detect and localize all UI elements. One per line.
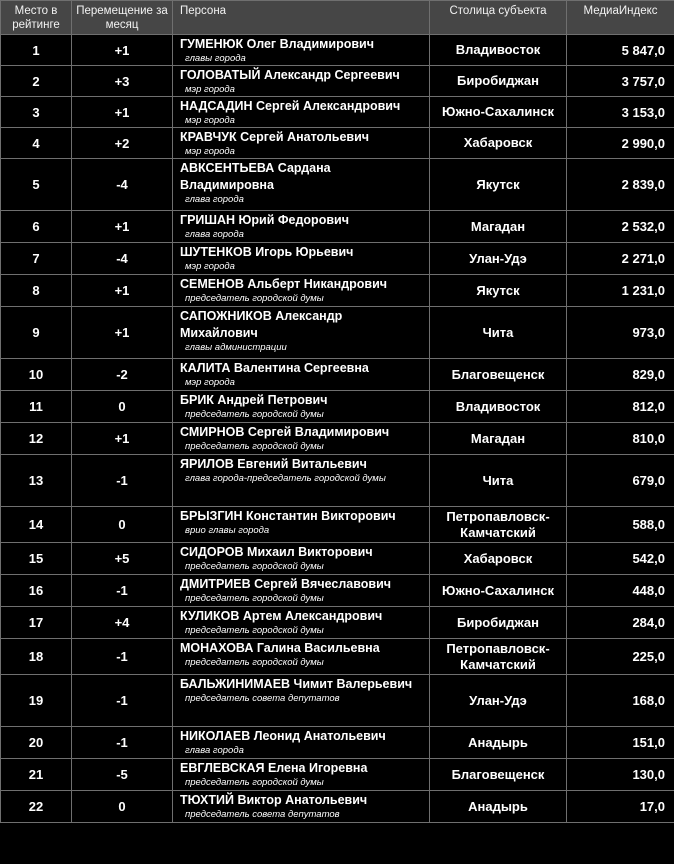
capital-cell: Якутск xyxy=(430,159,567,211)
person-name: СМИРНОВ Сергей Владимирович xyxy=(180,425,390,439)
media-index-cell: 588,0 xyxy=(567,507,674,543)
person-name: ГРИШАН Юрий Федорович xyxy=(180,213,349,227)
person-name: ЕВГЛЕВСКАЯ Елена Игоревна xyxy=(180,761,368,775)
person-name: БАЛЬЖИНИМАЕВ Чимит Валерьевич xyxy=(180,677,413,691)
table-row xyxy=(1,675,674,727)
media-index-cell: 3 153,0 xyxy=(567,97,674,128)
person-cell xyxy=(173,759,430,791)
move-cell: +1 xyxy=(72,35,173,66)
table-row xyxy=(1,159,674,211)
person-position: глава города xyxy=(185,745,244,756)
capital-cell: Чита xyxy=(430,307,567,359)
rank-cell: 4 xyxy=(1,128,72,159)
person-name: САПОЖНИКОВ Александр Михайлович xyxy=(180,309,343,340)
rank-cell: 11 xyxy=(1,391,72,423)
person-position: мэр города xyxy=(185,377,235,388)
person-cell xyxy=(173,97,430,128)
table-row xyxy=(1,727,674,759)
person-cell xyxy=(173,391,430,423)
move-cell: +2 xyxy=(72,128,173,159)
table-row xyxy=(1,275,674,307)
capital-cell: Южно-Сахалинск xyxy=(430,575,567,607)
header-person: Персона xyxy=(173,1,430,35)
person-name: ШУТЕНКОВ Игорь Юрьевич xyxy=(180,245,354,259)
table-row xyxy=(1,359,674,391)
rank-cell: 14 xyxy=(1,507,72,543)
move-cell: -1 xyxy=(72,575,173,607)
person-cell xyxy=(173,66,430,97)
person-position: председатель городской думы xyxy=(185,625,324,636)
person-position: врио главы города xyxy=(185,525,270,536)
capital-cell: Анадырь xyxy=(430,727,567,759)
move-cell: 0 xyxy=(72,507,173,543)
person-name: МОНАХОВА Галина Васильевна xyxy=(180,641,380,655)
move-cell: +1 xyxy=(72,423,173,455)
person-name: АВКСЕНТЬЕВА Сардана Владимировна xyxy=(180,161,331,192)
person-cell xyxy=(173,35,430,66)
media-index-cell: 829,0 xyxy=(567,359,674,391)
table-row xyxy=(1,66,674,97)
person-cell xyxy=(173,275,430,307)
media-index-cell: 3 757,0 xyxy=(567,66,674,97)
person-cell xyxy=(173,307,430,359)
person-name: ТЮХТИЙ Виктор Анатольевич xyxy=(180,793,368,807)
move-cell: +1 xyxy=(72,307,173,359)
person-name: ДМИТРИЕВ Сергей Вячеславович xyxy=(180,577,392,591)
person-position: председатель городской думы xyxy=(185,657,324,668)
person-cell xyxy=(173,455,430,507)
media-index-cell: 448,0 xyxy=(567,575,674,607)
rank-cell: 16 xyxy=(1,575,72,607)
table-row xyxy=(1,507,674,543)
move-cell: -1 xyxy=(72,675,173,727)
table-body xyxy=(1,35,674,823)
person-name: ГОЛОВАТЫЙ Александр Сергеевич xyxy=(180,68,400,82)
person-cell xyxy=(173,507,430,543)
person-position: глава города xyxy=(185,194,244,205)
table-row xyxy=(1,575,674,607)
person-cell xyxy=(173,575,430,607)
person-name: СИДОРОВ Михаил Викторович xyxy=(180,545,373,559)
media-index-cell: 17,0 xyxy=(567,791,674,823)
capital-cell: Южно-Сахалинск xyxy=(430,97,567,128)
capital-cell: Владивосток xyxy=(430,35,567,66)
table-row xyxy=(1,759,674,791)
rank-cell: 6 xyxy=(1,211,72,243)
header-index: МедиаИндекс xyxy=(567,1,674,35)
person-cell xyxy=(173,423,430,455)
person-position: председатель совета депутатов xyxy=(185,809,340,820)
capital-cell: Якутск xyxy=(430,275,567,307)
capital-cell: Улан-Удэ xyxy=(430,675,567,727)
move-cell: +1 xyxy=(72,97,173,128)
rank-cell: 3 xyxy=(1,97,72,128)
media-index-cell: 973,0 xyxy=(567,307,674,359)
table-row xyxy=(1,391,674,423)
capital-cell: Улан-Удэ xyxy=(430,243,567,275)
person-cell xyxy=(173,211,430,243)
media-index-cell: 2 532,0 xyxy=(567,211,674,243)
capital-cell: Петропавловск-Камчатский xyxy=(430,639,567,675)
person-position: мэр города xyxy=(185,261,235,272)
capital-cell: Биробиджан xyxy=(430,607,567,639)
table-row xyxy=(1,639,674,675)
person-name: ЯРИЛОВ Евгений Витальевич xyxy=(180,457,367,471)
rank-cell: 5 xyxy=(1,159,72,211)
person-cell xyxy=(173,791,430,823)
capital-cell: Хабаровск xyxy=(430,543,567,575)
capital-cell: Биробиджан xyxy=(430,66,567,97)
rank-cell: 22 xyxy=(1,791,72,823)
move-cell: +1 xyxy=(72,275,173,307)
person-position: председатель городской думы xyxy=(185,293,324,304)
move-cell: -1 xyxy=(72,727,173,759)
media-index-cell: 151,0 xyxy=(567,727,674,759)
move-cell: -4 xyxy=(72,159,173,211)
rank-cell: 9 xyxy=(1,307,72,359)
person-name: СЕМЕНОВ Альберт Никандрович xyxy=(180,277,388,291)
move-cell: +1 xyxy=(72,211,173,243)
table-row xyxy=(1,97,674,128)
person-name: НИКОЛАЕВ Леонид Анатольевич xyxy=(180,729,386,743)
header-capital: Столица субъекта xyxy=(430,1,567,35)
person-name: НАДСАДИН Сергей Александрович xyxy=(180,99,401,113)
capital-cell: Владивосток xyxy=(430,391,567,423)
move-cell: +3 xyxy=(72,66,173,97)
rank-cell: 15 xyxy=(1,543,72,575)
header-move: Перемещение за месяц xyxy=(72,1,173,35)
capital-cell: Хабаровск xyxy=(430,128,567,159)
person-cell xyxy=(173,639,430,675)
table-row xyxy=(1,35,674,66)
rank-cell: 17 xyxy=(1,607,72,639)
person-position: председатель городской думы xyxy=(185,441,324,452)
person-position: мэр города xyxy=(185,146,235,157)
person-position: мэр города xyxy=(185,115,235,126)
move-cell: 0 xyxy=(72,791,173,823)
rank-cell: 19 xyxy=(1,675,72,727)
table-row xyxy=(1,543,674,575)
header-row xyxy=(1,1,674,35)
person-position: глава города-председатель городской думы xyxy=(185,473,386,484)
rank-cell: 20 xyxy=(1,727,72,759)
person-position: председатель городской думы xyxy=(185,409,324,420)
person-name: КУЛИКОВ Артем Александрович xyxy=(180,609,383,623)
person-name: БРЫЗГИН Константин Викторович xyxy=(180,509,396,523)
rank-cell: 7 xyxy=(1,243,72,275)
move-cell: +4 xyxy=(72,607,173,639)
person-position: председатель городской думы xyxy=(185,561,324,572)
capital-cell: Магадан xyxy=(430,423,567,455)
person-cell xyxy=(173,607,430,639)
person-position: мэр города xyxy=(185,84,235,95)
media-index-cell: 1 231,0 xyxy=(567,275,674,307)
media-index-cell: 168,0 xyxy=(567,675,674,727)
person-cell xyxy=(173,359,430,391)
header-rank: Место в рейтинге xyxy=(1,1,72,35)
rank-cell: 10 xyxy=(1,359,72,391)
move-cell: -1 xyxy=(72,639,173,675)
table-row xyxy=(1,791,674,823)
person-position: главы администрации xyxy=(185,342,287,353)
person-position: главы города xyxy=(185,53,246,64)
capital-cell: Магадан xyxy=(430,211,567,243)
media-index-cell: 812,0 xyxy=(567,391,674,423)
person-cell xyxy=(173,128,430,159)
table-row xyxy=(1,307,674,359)
table-row xyxy=(1,607,674,639)
capital-cell: Благовещенск xyxy=(430,359,567,391)
media-index-cell: 5 847,0 xyxy=(567,35,674,66)
move-cell: +5 xyxy=(72,543,173,575)
capital-cell: Благовещенск xyxy=(430,759,567,791)
rank-cell: 2 xyxy=(1,66,72,97)
person-cell xyxy=(173,727,430,759)
person-cell xyxy=(173,159,430,211)
media-index-cell: 225,0 xyxy=(567,639,674,675)
capital-cell: Чита xyxy=(430,455,567,507)
move-cell: -1 xyxy=(72,455,173,507)
table-row xyxy=(1,243,674,275)
person-name: КАЛИТА Валентина Сергеевна xyxy=(180,361,369,375)
move-cell: -4 xyxy=(72,243,173,275)
table-row xyxy=(1,211,674,243)
rank-cell: 8 xyxy=(1,275,72,307)
rank-cell: 21 xyxy=(1,759,72,791)
move-cell: 0 xyxy=(72,391,173,423)
media-index-cell: 810,0 xyxy=(567,423,674,455)
capital-cell: Анадырь xyxy=(430,791,567,823)
person-position: председатель городской думы xyxy=(185,777,324,788)
capital-cell: Петропавловск-Камчатский xyxy=(430,507,567,543)
rank-cell: 12 xyxy=(1,423,72,455)
media-index-cell: 2 990,0 xyxy=(567,128,674,159)
person-name: ГУМЕНЮК Олег Владимирович xyxy=(180,37,374,51)
media-index-cell: 2 271,0 xyxy=(567,243,674,275)
media-index-cell: 2 839,0 xyxy=(567,159,674,211)
move-cell: -5 xyxy=(72,759,173,791)
person-cell xyxy=(173,675,430,727)
table-row xyxy=(1,455,674,507)
media-index-cell: 679,0 xyxy=(567,455,674,507)
table-row xyxy=(1,423,674,455)
person-position: глава города xyxy=(185,229,244,240)
rank-cell: 18 xyxy=(1,639,72,675)
media-index-cell: 130,0 xyxy=(567,759,674,791)
person-cell xyxy=(173,243,430,275)
table-row xyxy=(1,128,674,159)
person-position: председатель совета депутатов xyxy=(185,693,340,704)
rank-cell: 1 xyxy=(1,35,72,66)
move-cell: -2 xyxy=(72,359,173,391)
person-name: БРИК Андрей Петрович xyxy=(180,393,328,407)
media-index-cell: 284,0 xyxy=(567,607,674,639)
person-cell xyxy=(173,543,430,575)
person-position: председатель городской думы xyxy=(185,593,324,604)
person-name: КРАВЧУК Сергей Анатольевич xyxy=(180,130,370,144)
media-index-cell: 542,0 xyxy=(567,543,674,575)
rank-cell: 13 xyxy=(1,455,72,507)
